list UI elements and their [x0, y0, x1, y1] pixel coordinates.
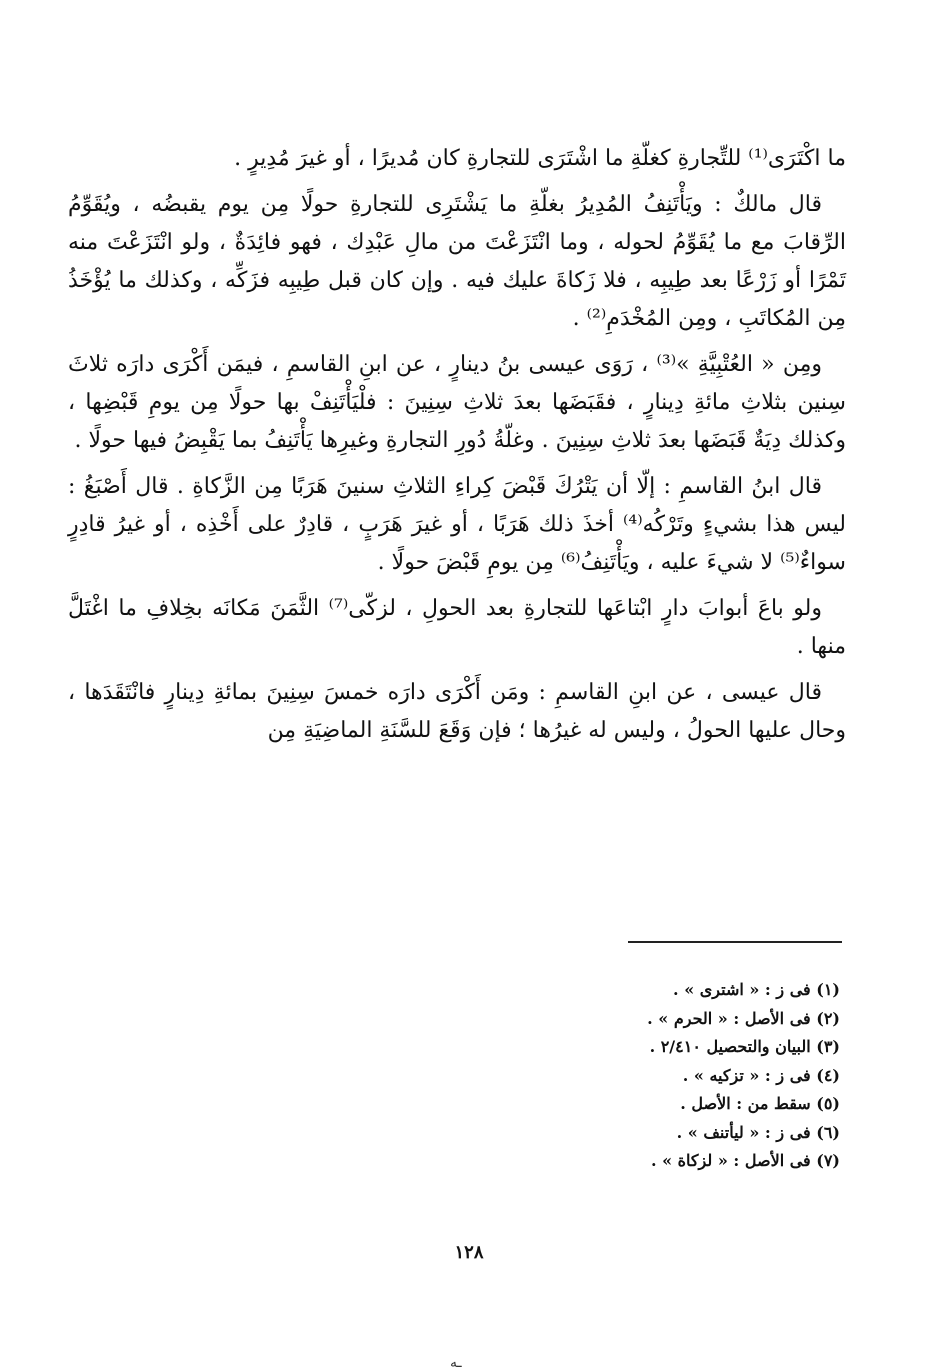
footnote-5: (٥) سقط من : الأصل .	[680, 1094, 840, 1113]
footnote-3: (٣) البيان والتحصيل ٢/٤١٠ .	[649, 1037, 840, 1056]
footnote-2: (٢) فى الأصل : « الحرم » .	[647, 1008, 840, 1028]
footnote-1: (١) فى ز : « اشترى » .	[673, 980, 840, 999]
paragraph-3: ومِن « العُتْبِيَّةِ »⁽³⁾ ، رَوَى عيسى بنُ دينارٍ ، عن ابنِ القاسمِ ، فيمَن أَكْرَى دارَه ثلاثَ سِنين بثلاثِ مائةِ دِينارٍ ، فقَبَضَها بعدَ ثلاثِ سِنِينَ : فلْيَأْتَنِفْ بها حولًا مِن يومِ قَبْضِها ، وكذلك دِيَةٌ قَبَضَها بعدَ ثلاثِ سِنِينَ . وغلّةُ دُورِ التجارةِ وغيرِها يَأْتَنِفُ بما يَقْبِضُ فيها حولًا .	[68, 352, 846, 453]
paragraph-5: ولو باعَ أبوابَ دارٍ ابْتاعَها للتجارةِ بعد الحولِ ، لزكّى⁽⁷⁾ الثَّمَنَ مَكانَه بخِلافِ ما اغْتَلَّ منها .	[68, 596, 846, 659]
paragraph-2: قال مالكٌ : ويَأْتَنِفُ المُدِيرُ بغلّةِ ما يَشْتَرِى للتجارةِ حولًا مِن يوم يقبضُه ، ويُقَوِّمُ الرِّقابَ مع ما يُقَوِّمُ لحوله ، وما انْتَزَعْتَ من مالِ عَبْدِك ، فهو فائِدَةٌ ، ولو انْتَزَعْتَ منه تَمْرًا أو زَرْعًا بعد طِيبِه ، فلا زَكاةَ عليك فيه . وإن كان قبل طِيبِه فزَكِّه ، وكذلك ما يُؤْخَذُ مِن المُكاتَبِ ، ومِن المُخْدَمِ⁽²⁾ .	[68, 192, 846, 331]
footnote-separator	[628, 941, 842, 943]
footnote-4: (٤) فى ز : « تزكيه » .	[682, 1065, 840, 1085]
footnotes-list	[400, 976, 840, 1176]
main-text-block	[68, 140, 846, 758]
page-number: ١٢٨	[454, 1242, 484, 1263]
paragraph-4: قال ابنُ القاسمِ : إلّا أن يَتْرُكَ قَبْضَ كِراءِ الثلاثِ سنينَ هَرَبًا مِن الزَّكاةِ . قال أَصْبَغُ : ليس هذا بشيءٍ وتَرْكُه⁽⁴⁾ أخذَ ذلك هَرَبًا ، أو غيرَ هَرَبٍ ، قادِرٌ على أَخْذِه ، أو غيرُ قادِرٍ سواءٌ⁽⁵⁾ لا شيءَ عليه ، ويَأْتَنِفُ⁽⁶⁾ مِن يومِ قَبْضَ حولًا .	[68, 474, 846, 575]
paragraph-1: ما اكْتَرَى⁽¹⁾ للتِّجارةِ كغلّةِ ما اشْتَرَى للتجارةِ كان مُديرًا ، أو غيرَ مُدِيرٍ .	[234, 146, 846, 171]
footnote-6: (٦) فى ز : « ليأتنف » .	[676, 1122, 840, 1142]
paragraph-6: قال عيسى ، عن ابنِ القاسمِ : ومَن أَكْرَى دارَه خمسَ سِنِينَ بمائةِ دِينارٍ فانْتَقَدَها ، وحال عليها الحولُ ، وليس له غيرُها ؛ فإن وَقَعَ للسَّنَةِ الماضِيَةِ مِن	[68, 680, 846, 743]
bottom-edge-mark: ـه	[450, 1355, 462, 1368]
footnote-7: (٧) فى الأصل : « لزكاة » .	[650, 1151, 840, 1170]
